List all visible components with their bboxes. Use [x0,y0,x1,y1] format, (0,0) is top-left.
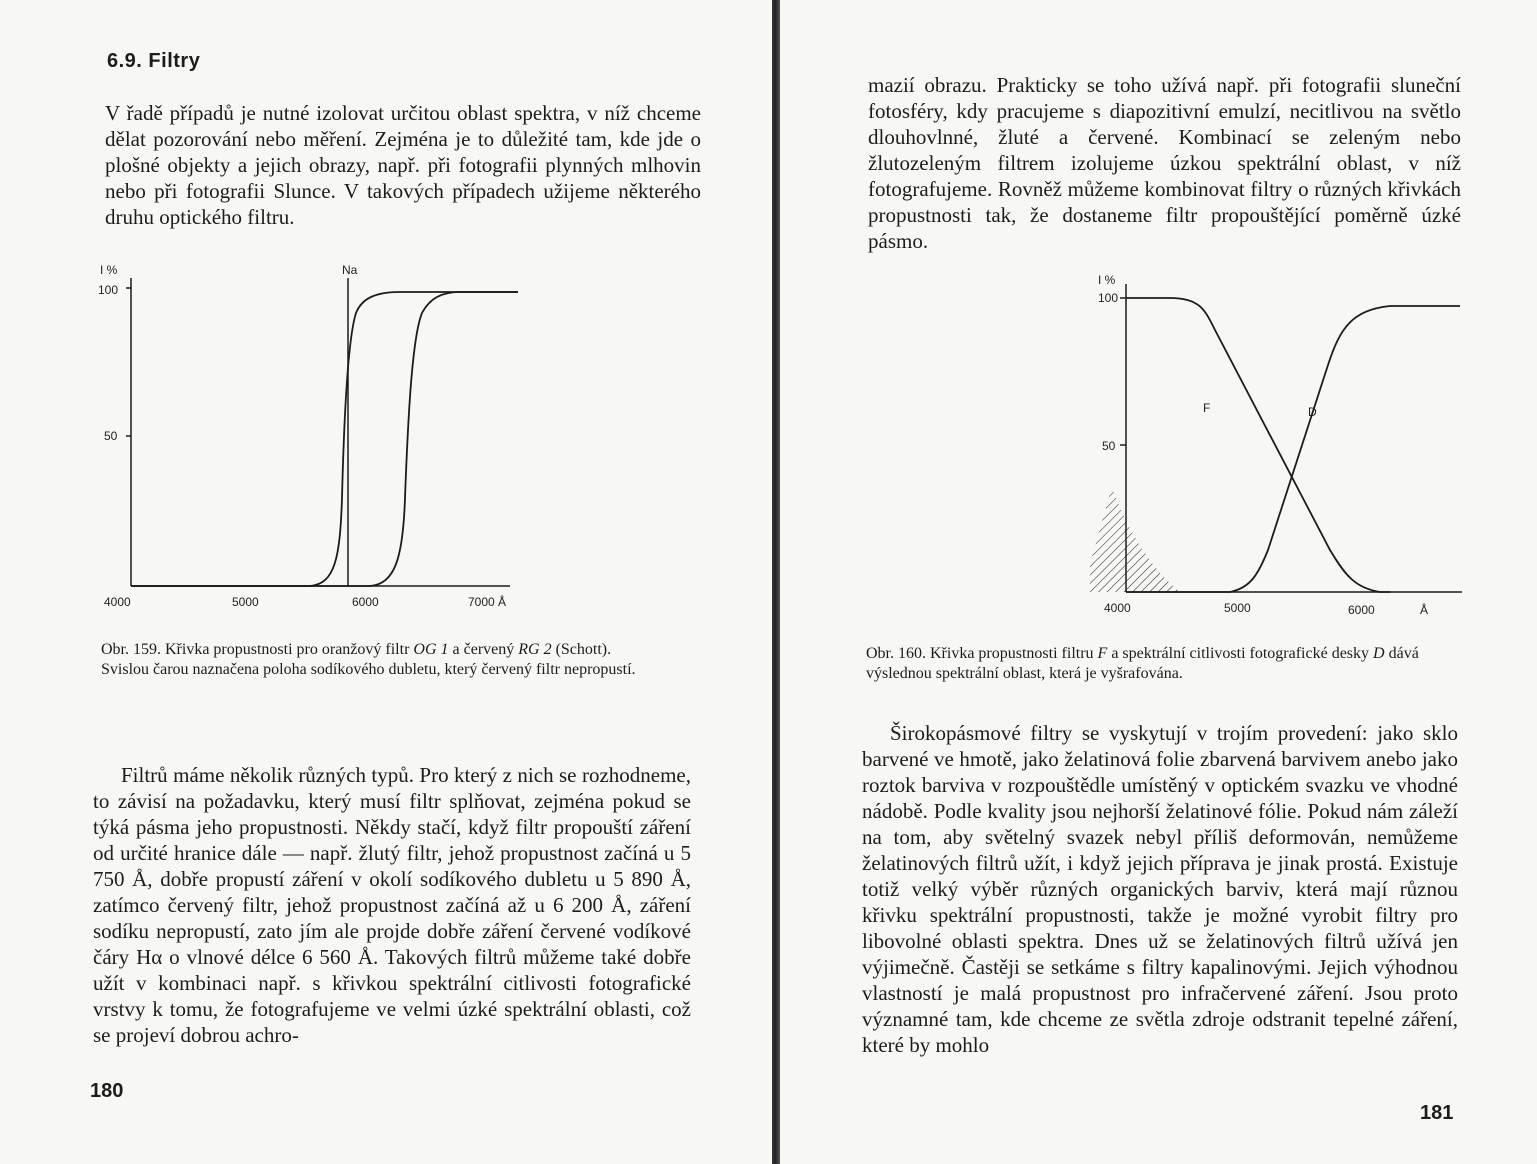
right-page [780,0,1537,1164]
caption-159 [101,640,699,680]
page-number-left: 180 [90,1080,124,1102]
caption-f: F [1097,645,1108,662]
caption-159-part2: a červený [448,641,519,658]
curve-og1 [131,292,518,586]
curve-rg2 [131,292,518,586]
shaded-overlap [1090,487,1180,592]
caption-160-part3: dává výslednou spektrální oblast, která je vyšrafována. [866,645,1419,682]
x-tick-7000: 7000 Å [468,595,507,609]
caption-160-part1: Obr. 160. Křivka propustnosti filtru [866,645,1098,662]
section-heading: 6.9. Filtry [107,50,201,72]
x-tick-6000: 6000 [352,595,379,609]
caption-159-part1: Obr. 159. Křivka propustnosti pro oranžový filtr [101,641,414,658]
x-tick-5000: 5000 [232,595,259,609]
caption-d: D [1373,645,1385,662]
top-paragraph: mazií obrazu. Prakticky se toho užívá např. při fotografii sluneční fotosféry, kdy pracujeme s diapozitivní emulzí, necitlivou na světlo dlouhovlnné, žluté a červené. Kombinací se zeleným nebo žlutozeleným filtrem izolujeme úzkou spektrální oblast, v níž fotografujeme. Rovněž můžeme kombinovat filtry o různých křivkách propustnosti tak, že dostaneme filtr propouštějící poměrně úzké pásmo. [868,73,1461,253]
y-tick-100: 100 [1098,291,1119,305]
caption-rg2: RG 2 [518,641,552,658]
y-tick-50: 50 [1102,439,1116,453]
caption-160 [866,644,1458,684]
caption-159-line2: Svislou čarou naznačena poloha sodíkového dubletu, který červený filtr nepropustí. [101,661,636,678]
x-tick-6000: 6000 [1348,603,1375,617]
y-axis-label: I % [100,263,118,277]
page-number-right: 181 [1420,1102,1454,1124]
curve-d-label: D [1308,405,1317,419]
curve-d [1126,306,1460,592]
curve-f-label: F [1203,401,1211,415]
curve-f [1126,298,1390,592]
x-tick-5000: 5000 [1224,601,1251,615]
caption-159-part3: (Schott). [551,641,612,658]
y-tick-50: 50 [104,429,118,443]
right-body-paragraph: Širokopásmové filtry se vyskytují v trojím provedení: jako sklo barvené ve hmotě, jako želatinová folie zbarvená barvivem anebo jako roztok barviva v rozpouštědle umístěný v optickém svazku ve vhodné nádobě. Podle kvality jsou nejhorší želatinové fólie. Pokud nám záleží na tom, aby světelný svazek nebyl příliš deformován, nemůžeme želatinových filtrů užít, i když jejich příprava je jinak prostá. Existuje totiž velký výběr různých organických barviv, která mají různou křivku spektrální propustnosti, takže je možné vyrobit filtry pro libovolné oblasti spektra. Dnes už se želatinových filtrů užívá jen výjimečně. Častěji se setkáme s filtry kapalinovými. Jejich výhodnou vlastností je malá propustnost pro infračervené záření. Jsou proto významné tam, kde chceme ze světla zdroje odstranit tepelné záření, které by mohlo [862,721,1458,1057]
x-tick-angstrom: Å [1420,603,1429,617]
caption-160-part2: a spektrální citlivosti fotografické desky [1107,645,1374,662]
intro-paragraph: V řadě případů je nutné izolovat určitou oblast spektra, v níž chceme dělat pozorování nebo měření. Zejména je to důležité tam, kde jde o plošné objekty a jejich obrazy, např. při fotografii plynných mlhovin nebo při fotografii Slunce. V takových případech užijeme některého druhu optického filtru. [105,101,701,229]
figure-159 [90,258,530,618]
book-gutter [772,0,780,1164]
x-tick-4000: 4000 [1104,601,1131,615]
y-axis-label: I % [1098,273,1116,287]
na-marker-label: Na [342,263,358,277]
figure-160 [1090,270,1470,626]
caption-og1: OG 1 [413,641,449,658]
y-tick-100: 100 [98,283,119,297]
x-tick-4000: 4000 [104,595,131,609]
left-body-paragraph: Filtrů máme několik různých typů. Pro který z nich se rozhodneme, to závisí na požadavku, který musí filtr splňovat, zejména pokud se týká pásma jeho propustnosti. Někdy stačí, když filtr propouští záření od určité hranice dále — např. žlutý filtr, jehož propustnost začíná u 5 750 Å, dobře propustí záření v okolí sodíkového dubletu u 5 890 Å, zatímco červený filtr, jehož propustnost začíná až u 6 200 Å, záření sodíku nepropustí, zato jím ale projde dobře záření červené vodíkové čáry Hα o vlnové délce 6 560 Å. Takových filtrů můžeme také dobře užít v kombinaci např. s křivkou spektrální citlivosti fotografické vrstvy k tomu, že fotografujeme ve velmi úzké spektrální oblasti, což se projeví dobrou achro- [93,763,691,1047]
